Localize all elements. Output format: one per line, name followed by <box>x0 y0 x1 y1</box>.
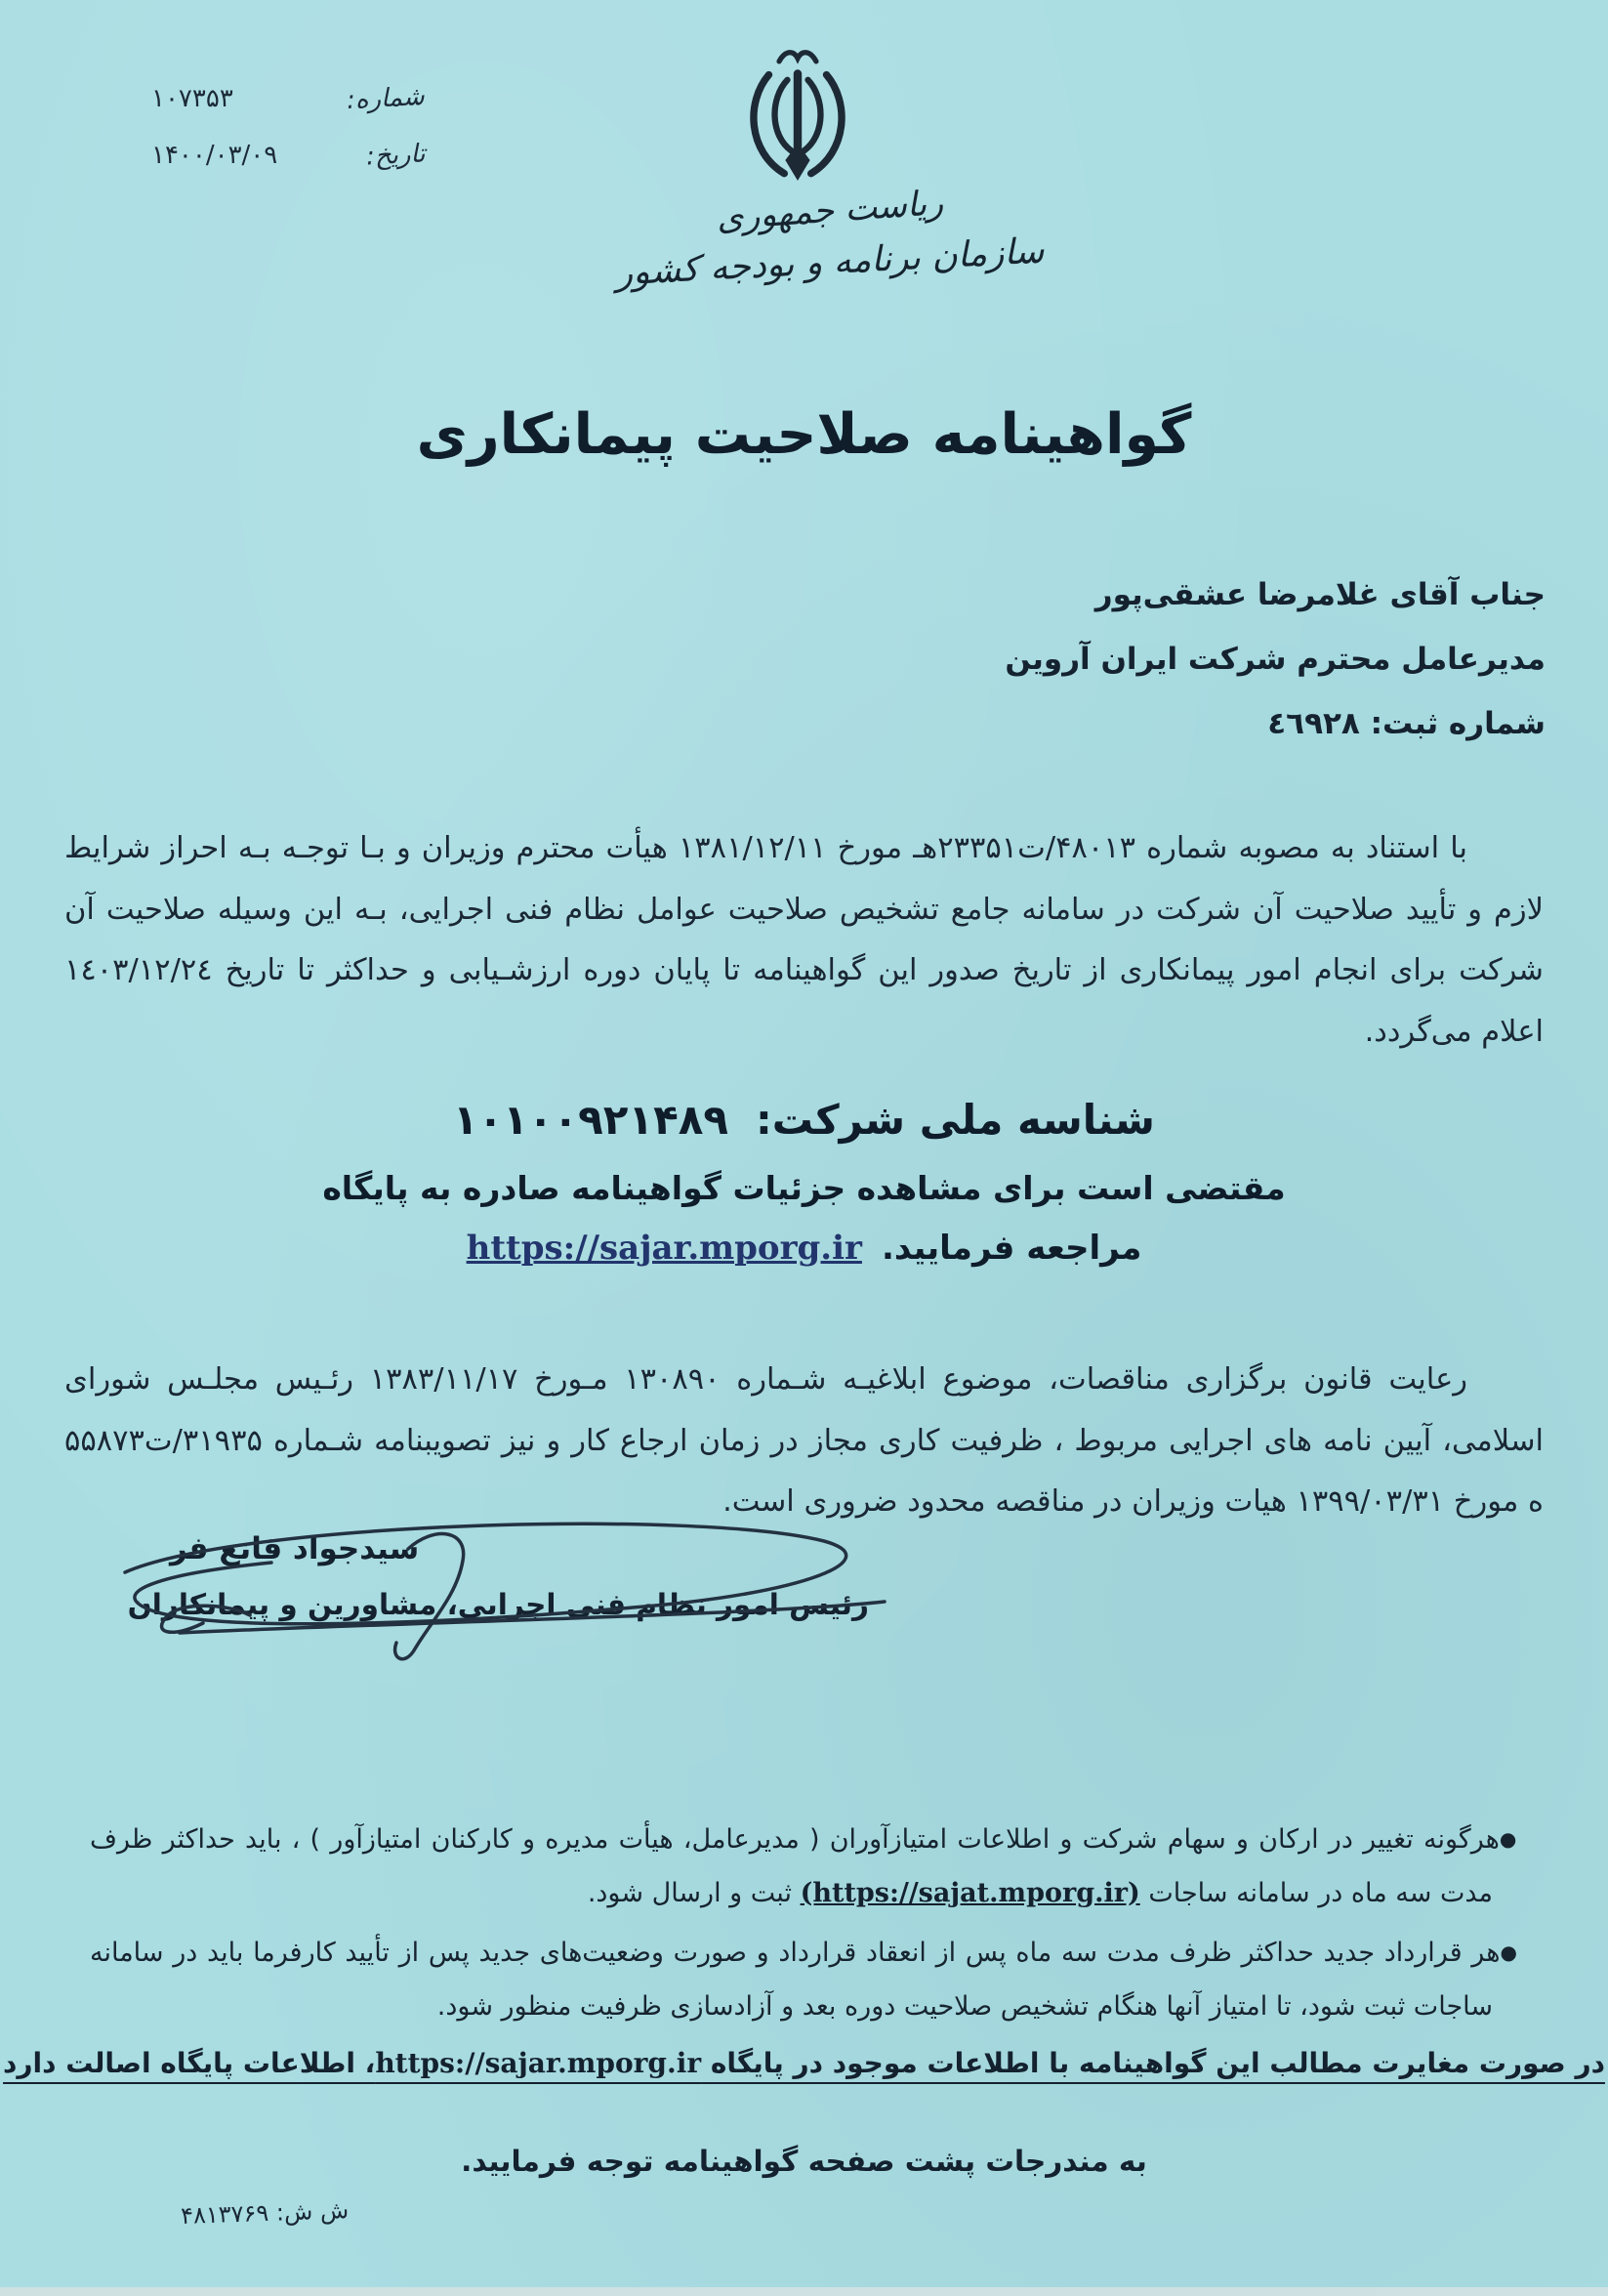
sajar-url-line <box>0 1229 1608 1268</box>
bullet-icon: ● <box>1499 1827 1518 1851</box>
letter-date-value: ۱۴۰۰/۰۳/۰۹ <box>151 141 278 170</box>
signer-name: سیدجواد قانع فر <box>170 1531 420 1566</box>
letter-date-label: تاریخ: <box>364 139 426 172</box>
iran-national-emblem-icon <box>730 45 865 199</box>
disclaimer-before: در صورت مغایرت مطالب این گواهینامه با اطلاعات موجود در پایگاه <box>701 2047 1605 2079</box>
letter-number-value: ۱۰۷۳۵۳ <box>151 84 233 113</box>
national-id-label: شناسه ملی شرکت: <box>755 1096 1155 1144</box>
bullet-icon: ● <box>1500 1941 1518 1964</box>
national-id-block <box>0 1096 1608 1268</box>
note1-text-after: ثبت و ارسال شود. <box>587 1878 801 1908</box>
addressee-block <box>1005 563 1546 756</box>
sajar-url-footer: https://sajar.mporg.ir <box>375 2047 702 2079</box>
header-meta <box>151 81 426 197</box>
note-shareholding-change <box>90 1813 1518 1920</box>
sajar-url: https://sajar.mporg.ir <box>466 1229 862 1268</box>
back-page-note: به مندرجات پشت صفحه گواهینامه توجه فرمایید. <box>461 2145 1147 2178</box>
tender-law-paragraph: رعایت قانون برگزاری مناقصات، موضوع ابلاغیـه شـماره ۱۳۰۸۹۰ مـورخ ۱۳۸۳/۱۱/۱۷ رئـیس مجلـس شورای اسلامی، آیین نامه های اجرایی مربوط ، ظرفیت کاری مجاز در زمان ارجاع کار و نیز تصویبنامه شـماره ۳۱۹۳۵/ت۵۵۸۷۳ ه مورخ ۱۳۹۹/۰۳/۳۱ هیات وزیران در مناقصه محدود ضروری است. <box>64 1362 1544 1519</box>
addressee-name: جناب آقای غلامرضا عشقی‌پور <box>1094 577 1546 612</box>
letter-number-label: شماره: <box>346 81 426 116</box>
org-pbo-line: سازمان برنامه و بودجه کشور <box>614 230 1046 294</box>
letter-date-row <box>151 141 425 197</box>
note2-text: هر قرارداد جدید حداکثر ظرف مدت سه ماه پس از انعقاد قرارداد و صورت وضعیت‌های جدید پس از تأیید کارفرما باید در سامانه ساجات ثبت شود، تا امتیاز آنها هنگام تشخیص صلاحیت دوره بعد و آزادسازی ظرفیت منظور شود. <box>90 1938 1501 2022</box>
disclaimer-after: ، اطلاعات پایگاه اصالت دارد <box>3 2047 376 2079</box>
addressee-role-company: مدیرعامل محترم شرکت ایران آروین <box>1005 642 1546 677</box>
sajar-note-line: مقتضی است برای مشاهده جزئیات گواهینامه صادره به پایگاه <box>322 1169 1286 1207</box>
note1-text: هرگونه تغییر در ارکان و سهام شرکت و اطلاعات امتیازآوران ( مدیرعامل، هیأت مدیره و کارکنان امتیازآور ) ، باید حداکثر ظرف مدت سه ماه در سامانه ساجات <box>90 1824 1500 1908</box>
signer-title: رئیس امور نظام فنی اجرایی، مشاورین و پیمانکاران <box>127 1588 869 1621</box>
signature-block <box>102 1531 869 1621</box>
qualification-paragraph: با استناد به مصوبه شماره ۴۸۰۱۳/ت۲۳۳۵۱هـ مورخ ۱۳۸۱/۱۲/۱۱ هیأت محترم وزیران و بـا توجـه بـه احراز شرایط لازم و تأیید صلاحیت آن شرکت در سامانه جامع تشخیص صلاحیت عوامل نظام فنی اجرایی، بـه این وسیله صلاحیت آن شرکت برای انجام امور پیمانکاری از تاریخ صدور این گواهینامه تا پایان دوره ارزشـیابی و حداکثر تا تاریخ ١٤٠٣/١٢/٢٤ اعلام می‌گردد. <box>64 831 1544 1049</box>
sajar-url-suffix: مراجعه فرمایید. <box>881 1229 1142 1268</box>
note-new-contract <box>90 1926 1518 2033</box>
issuing-organization <box>576 183 1084 294</box>
footer-notes <box>90 1813 1518 2039</box>
company-registration-number: شماره ثبت: ٤٦٩٢٨ <box>1267 706 1546 741</box>
national-id-value: ۱۰۱۰۰۹۲۱۴۸۹ <box>453 1096 728 1144</box>
certificate-title: گواهینامه صلاحیت پیمانکاری <box>416 402 1192 467</box>
national-id-row <box>0 1096 1608 1144</box>
authenticity-disclaimer <box>0 2047 1608 2079</box>
letter-number-row <box>151 81 426 141</box>
print-serial-number: ش ش: ۴۸۱۳۷۶۹ <box>180 2196 350 2230</box>
authenticity-disclaimer-text <box>3 2047 1605 2079</box>
org-presidency-line: ریاست جمهوری <box>715 183 945 239</box>
sajat-url: (https://sajat.mporg.ir) <box>800 1878 1140 1908</box>
